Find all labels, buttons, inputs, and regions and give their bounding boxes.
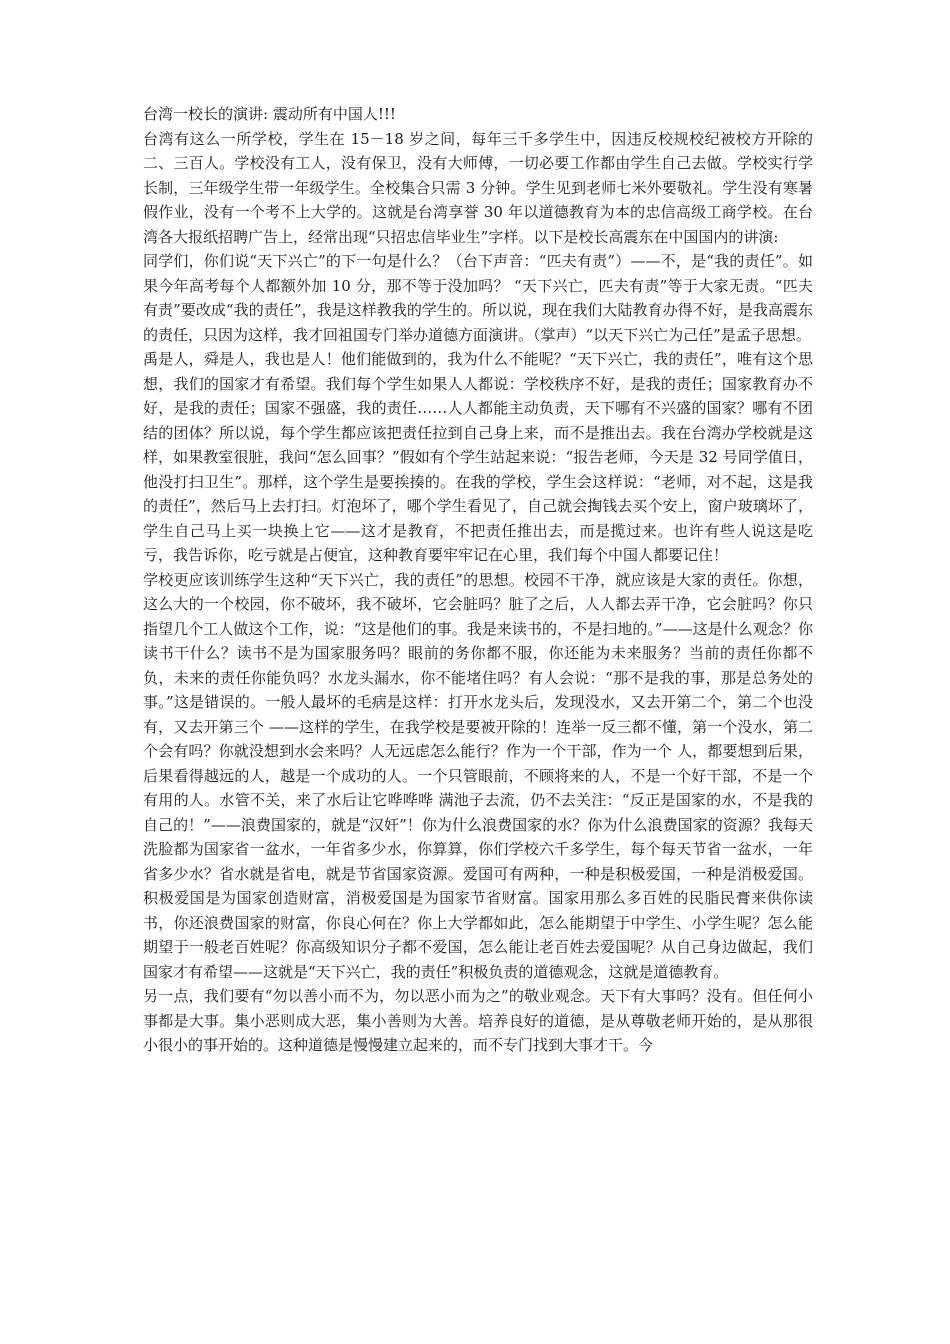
document-body xyxy=(143,102,813,1058)
paragraph: 禹是人，舜是人，我也是人！他们能做到的，我为什么不能呢？“天下兴亡，我的责任”，唯有这个思想，我们的国家才有希望。我们每个学生如果人人都说：学校秩序不好，是我的责任；国家教育办不好，是我的责任；国家不强盛，我的责任……人人都能主动负责，天下哪有不兴盛的国家？哪有不团结的团体？所以说，每个学生都应该把责任拉到自己身上来，而不是推出去。我在台湾办学校就是这样，如果教室很脏，我问“怎么回事？”假如有个学生站起来说：“报告老师，今天是 32 号同学值日，他没打扫卫生”。那样，这个学生是要挨揍的。在我的学校，学生会这样说：“老师，对不起，这是我的责任”，然后马上去打扫。灯泡坏了，哪个学生看见了，自己就会掏钱去买个安上，窗户玻璃坏了，学生自己马上买一块换上它——这才是教育，不把责任推出去，而是揽过来。也许有些人说这是吃亏，我告诉你，吃亏就是占便宜，这种教育要牢牢记在心里，我们每个中国人都要记住！ xyxy=(143,350,813,564)
document-title: 台湾一校长的演讲: 震动所有中国人!!! xyxy=(143,105,396,123)
paragraph: 另一点，我们要有“勿以善小而不为，勿以恶小而为之”的敬业观念。天下有大事吗？没有。但任何小事都是大事。集小恶则成大恶，集小善则为大善。培养良好的道德，是从尊敬老师开始的，是从那很小很小的事开始的。这种道德是慢慢建立起来的，而不专门找到大事才干。今 xyxy=(143,987,813,1054)
paragraph: 台湾有这么一所学校，学生在 15－18 岁之间，每年三千多学生中，因违反校规校纪被校方开除的二、三百人。学校没有工人，没有保卫，没有大师傅，一切必要工作都由学生自己去做。学校实行学长制，三年级学生带一年级学生。全校集合只需 3 分钟。学生见到老师七米外要敬礼。学生没有寒暑假作业，没有一个考不上大学的。这就是台湾享誉 30 年以道德教育为本的忠信高级工商学校。在台湾各大报纸招聘广告上，经常出现“只招忠信毕业生”字样。以下是校长高震东在中国国内的讲演: xyxy=(143,129,813,246)
paragraph: 学校更应该训练学生这种“天下兴亡，我的责任”的思想。校园不干净，就应该是大家的责任。你想，这么大的一个校园，你不破坏，我不破坏，它会脏吗？脏了之后，人人都去弄干净，它会脏吗？你只指望几个工人做这个工作，说：“这是他们的事。我是来读书的，不是扫地的。”——这是什么观念？你读书干什么？读书不是为国家服务吗？眼前的务你都不服，你还能为未来服务？当前的责任你都不负，未来的责任你能负吗？水龙头漏水，你不能堵住吗？有人会说：“那不是我的事，那是总务处的事。”这是错误的。一般人最坏的毛病是这样：打开水龙头后，发现没水，又去开第二个，第二个也没有，又去开第三个 ——这样的学生，在我学校是要被开除的！连举一反三都不懂，第一个没水，第二个会有吗？你就没想到水会来吗？人无远虑怎么能行？作为一个干部，作为一个 人，都要想到后果，后果看得越远的人，越是一个成功的人。一个只管眼前，不顾将来的人，不是一个好干部，不是一个有用的人。水管不关，来了水后让它哗哗哗 满池子去流，仍不去关注：“反正是国家的水，不是我的自己的！”——浪费国家的，就是“汉奸”！你为什么浪费国家的水？你为什么浪费国家的资源？我每天洗脸都为国家省一盆水，一年省多少水，你算算，你们学校六千多学生，每个每天节省一盆水，一年省多少水？省水就是省电，就是节省国家资源。爱国可有两种，一种是积极爱国，一种是消极爱国。积极爱国是为国家创造财富，消极爱国是为国家节省财富。国家用那么多百姓的民脂民膏来供你读书，你还浪费国家的财富，你良心何在？你上大学都如此，怎么能期望于中学生、小学生呢？怎么能期望于一般老百姓呢？你高级知识分子都不爱国，怎么能让老百姓去爱国呢？从自己身边做起，我们国家才有希望——这就是“天下兴亡，我的责任”积极负责的道德观念，这就是道德教育。 xyxy=(143,570,813,981)
paragraph: 同学们，你们说“天下兴亡”的下一句是什么？（台下声音：“匹夫有责”）——不，是“我的责任”。如果今年高考每个人都额外加 10 分，那不等于没加吗？ “天下兴亡，匹夫有责”等于大家无责。“匹夫有责”要改成“我的责任”，我是这样教我的学生的。所以说，现在我们大陆教育办得不好，是我高震东的责任，只因为这样，我才回祖国专门举办道德方面演讲。（掌声）“以天下兴亡为己任”是孟子思想。 xyxy=(143,252,813,344)
